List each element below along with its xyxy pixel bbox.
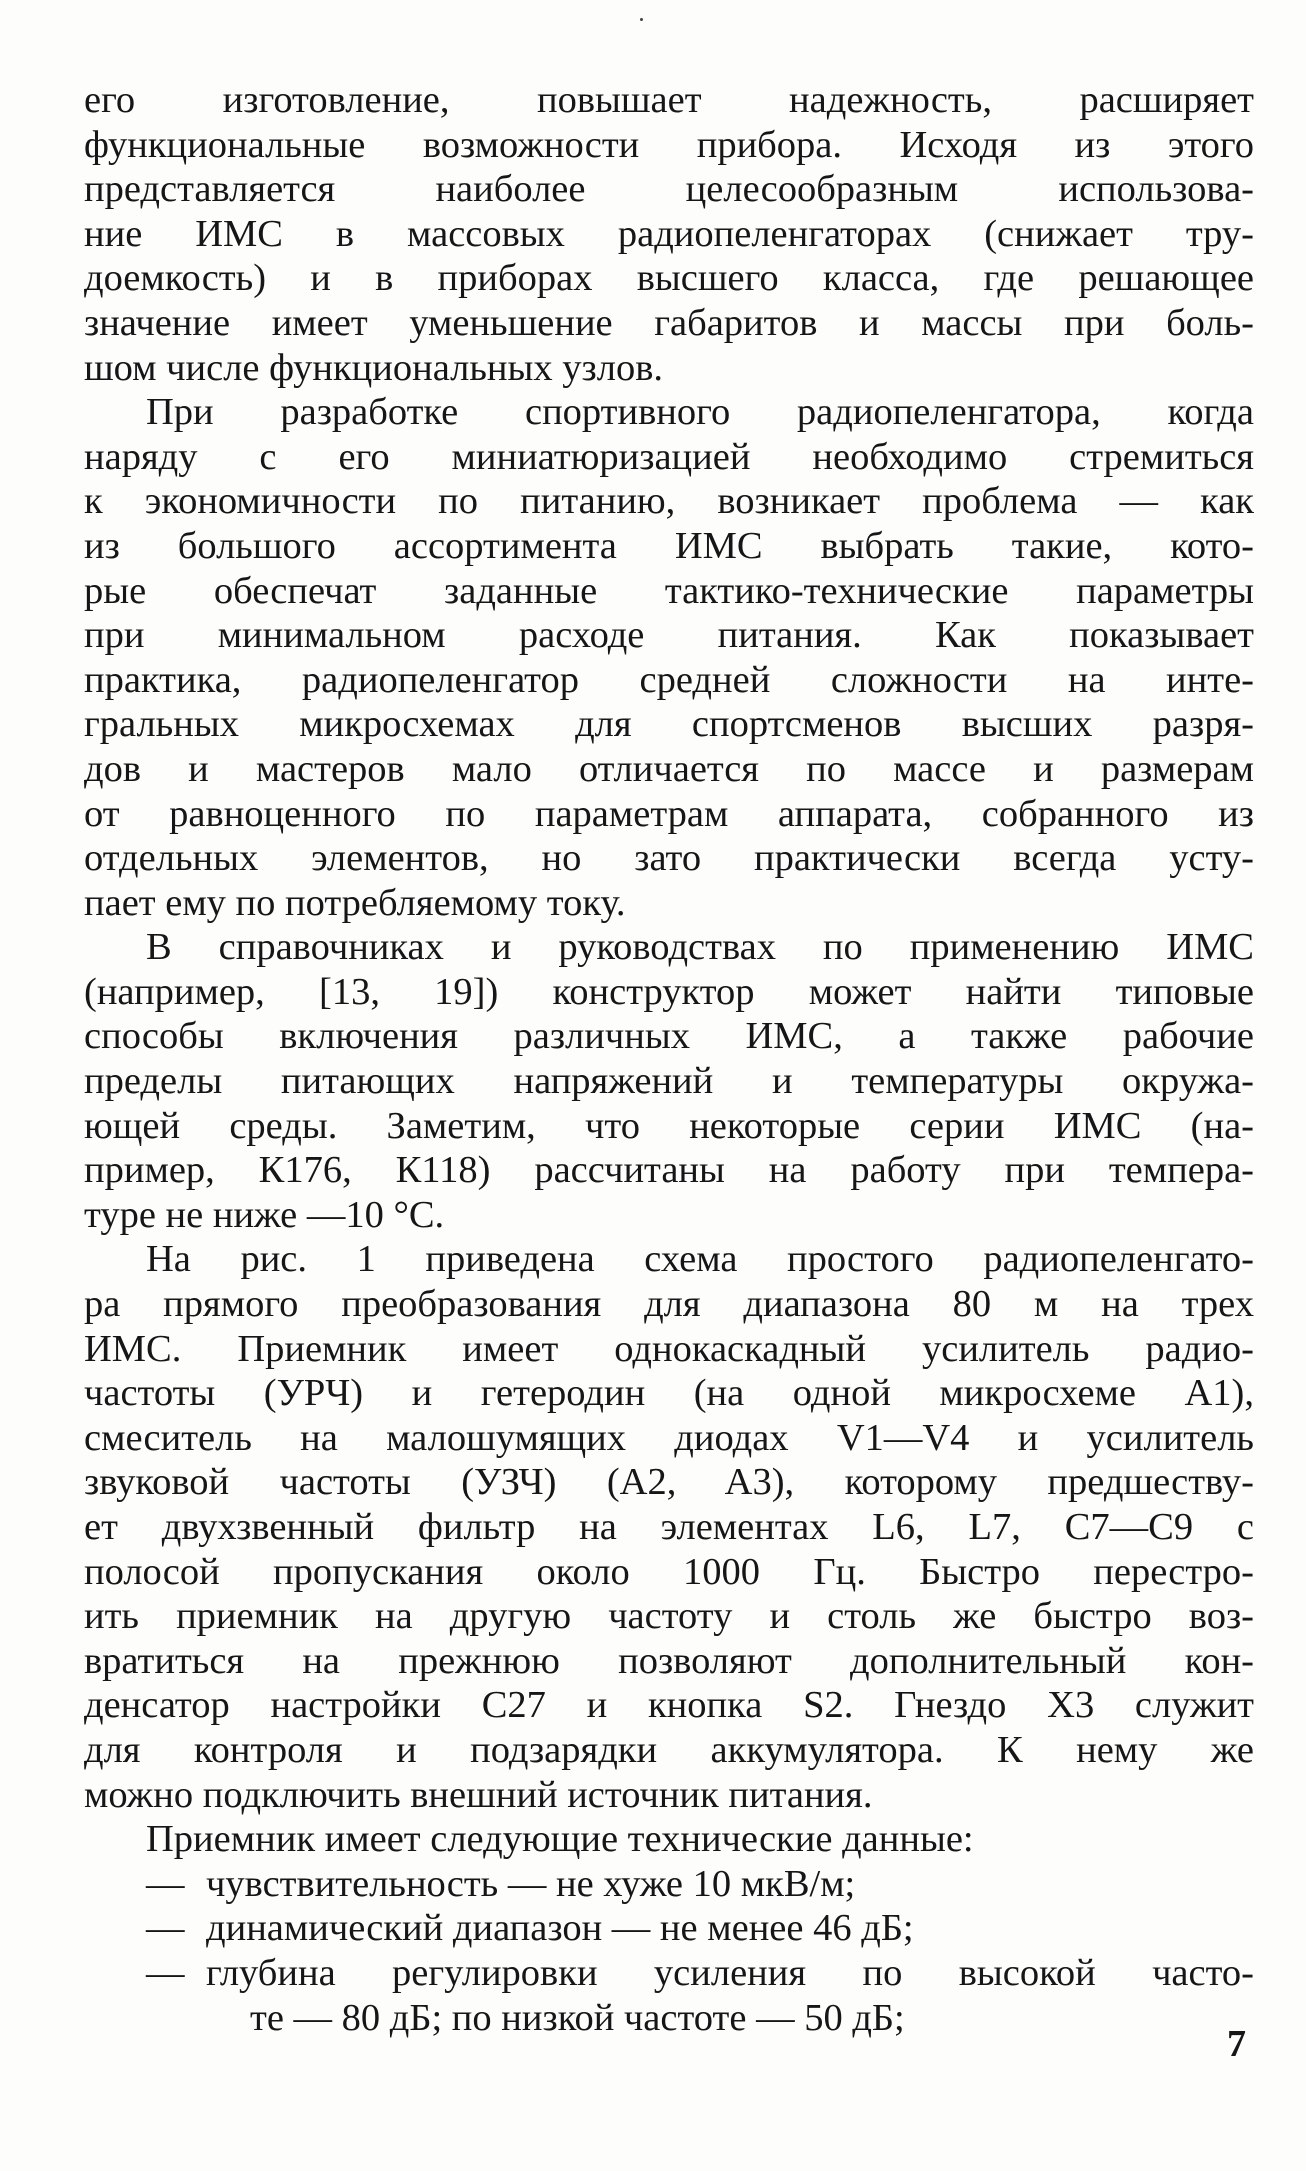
text-line: его изготовление, повышает надежность, расширяет bbox=[84, 79, 1254, 121]
specs-list bbox=[84, 1862, 1254, 2040]
dash-bullet: — bbox=[146, 1862, 185, 1905]
page-number: 7 bbox=[1227, 2023, 1246, 2065]
text-line: пределы питающих напряжений и температуры окружа- bbox=[84, 1060, 1254, 1103]
text-line: ИМС. Приемник имеет однокаскадный усилитель радио- bbox=[84, 1327, 1254, 1370]
text-line: для контроля и подзарядки аккумулятора. К нему же bbox=[84, 1728, 1254, 1771]
text-line: смеситель на малошумящих диодах V1—V4 и усилитель bbox=[84, 1416, 1254, 1459]
text-line: частоты (УРЧ) и гетеродин (на одной микросхеме A1), bbox=[84, 1372, 1254, 1415]
paragraph-5 bbox=[84, 1817, 1254, 1862]
text-line: В справочниках и руководствах по применению ИМС bbox=[146, 926, 1254, 969]
paragraph-3 bbox=[84, 925, 1254, 1237]
text-line: из большого ассортимента ИМС выбрать такие, кото- bbox=[84, 524, 1254, 567]
paragraph-4 bbox=[84, 1237, 1254, 1817]
text-line: вратиться на прежнюю позволяют дополнительный кон- bbox=[84, 1639, 1254, 1682]
text-line: наряду с его миниатюризацией необходимо стремиться bbox=[84, 435, 1254, 478]
speck-mark bbox=[640, 18, 643, 21]
text-line: пример, К176, К118) рассчитаны на работу при темпера- bbox=[84, 1149, 1254, 1192]
text-line: звуковой частоты (УЗЧ) (A2, A3), которому предшеству- bbox=[84, 1461, 1254, 1504]
text-line: ющей среды. Заметим, что некоторые серии ИМС (на- bbox=[84, 1104, 1254, 1147]
text-line: При разработке спортивного радиопеленгатора, когда bbox=[146, 391, 1254, 434]
paragraph-2 bbox=[84, 390, 1254, 925]
text-line: ет двухзвенный фильтр на элементах L6, L7, C7—C9 с bbox=[84, 1506, 1254, 1548]
list-item-line: те — 80 дБ; по низкой частоте — 50 дБ; bbox=[250, 1996, 905, 2039]
text-line: ить приемник на другую частоту и столь же быстро воз- bbox=[84, 1595, 1254, 1638]
text-line: к экономичности по питанию, возникает проблема — как bbox=[84, 480, 1254, 523]
text-line: дов и мастеров мало отличается по массе и размерам bbox=[84, 747, 1254, 790]
list-item-line: чувствительность — не хуже 10 мкВ/м; bbox=[206, 1862, 856, 1905]
text-line: шом числе функциональных узлов. bbox=[84, 346, 664, 389]
text-line: гральных микросхемах для спортсменов высших разря- bbox=[84, 703, 1254, 746]
text-line: ние ИМС в массовых радиопеленгаторах (снижает тру- bbox=[84, 212, 1254, 255]
text-line: можно подключить внешний источник питания. bbox=[84, 1773, 873, 1816]
text-line: практика, радиопеленгатор средней сложности на инте- bbox=[84, 658, 1254, 701]
text-line: пает ему по потребляемому току. bbox=[84, 881, 626, 924]
text-line: функциональные возможности прибора. Исходя из этого bbox=[84, 123, 1254, 166]
dash-bullet: — bbox=[146, 1907, 185, 1950]
list-item bbox=[84, 1906, 1254, 1951]
text-line: при минимальном расходе питания. Как показывает bbox=[84, 614, 1254, 657]
list-item-line: динамический диапазон — не менее 46 дБ; bbox=[206, 1907, 914, 1950]
text-line: от равноценного по параметрам аппарата, собранного из bbox=[84, 792, 1254, 835]
dash-bullet: — bbox=[146, 1951, 185, 1994]
list-item bbox=[84, 1862, 1254, 1907]
text-line: (например, [13, 19]) конструктор может найти типовые bbox=[84, 970, 1254, 1013]
paragraph-1 bbox=[84, 78, 1254, 390]
text-line: значение имеет уменьшение габаритов и массы при боль- bbox=[84, 301, 1254, 344]
body-text bbox=[84, 78, 1254, 2040]
text-line: На рис. 1 приведена схема простого радиопеленгато- bbox=[146, 1238, 1254, 1281]
text-line: Приемник имеет следующие технические данные: bbox=[146, 1818, 974, 1861]
text-line: денсатор настройки C27 и кнопка S2. Гнездо X3 служит bbox=[84, 1684, 1254, 1727]
text-line: ра прямого преобразования для диапазона 80 м на трех bbox=[84, 1283, 1254, 1326]
text-line: туре не ниже —10 °С. bbox=[84, 1193, 445, 1236]
text-line: представляется наиболее целесообразным использова- bbox=[84, 168, 1254, 211]
text-line: способы включения различных ИМС, а также рабочие bbox=[84, 1015, 1254, 1058]
list-item-line: глубина регулировки усиления по высокой часто- bbox=[206, 1951, 1254, 1994]
text-line: рые обеспечат заданные тактико-технические параметры bbox=[84, 569, 1254, 612]
text-line: отдельных элементов, но зато практически всегда усту- bbox=[84, 837, 1254, 880]
text-line: доемкость) и в приборах высшего класса, где решающее bbox=[84, 257, 1254, 300]
text-line: полосой пропускания около 1000 Гц. Быстро перестро- bbox=[84, 1550, 1254, 1593]
list-item bbox=[84, 1951, 1254, 2040]
